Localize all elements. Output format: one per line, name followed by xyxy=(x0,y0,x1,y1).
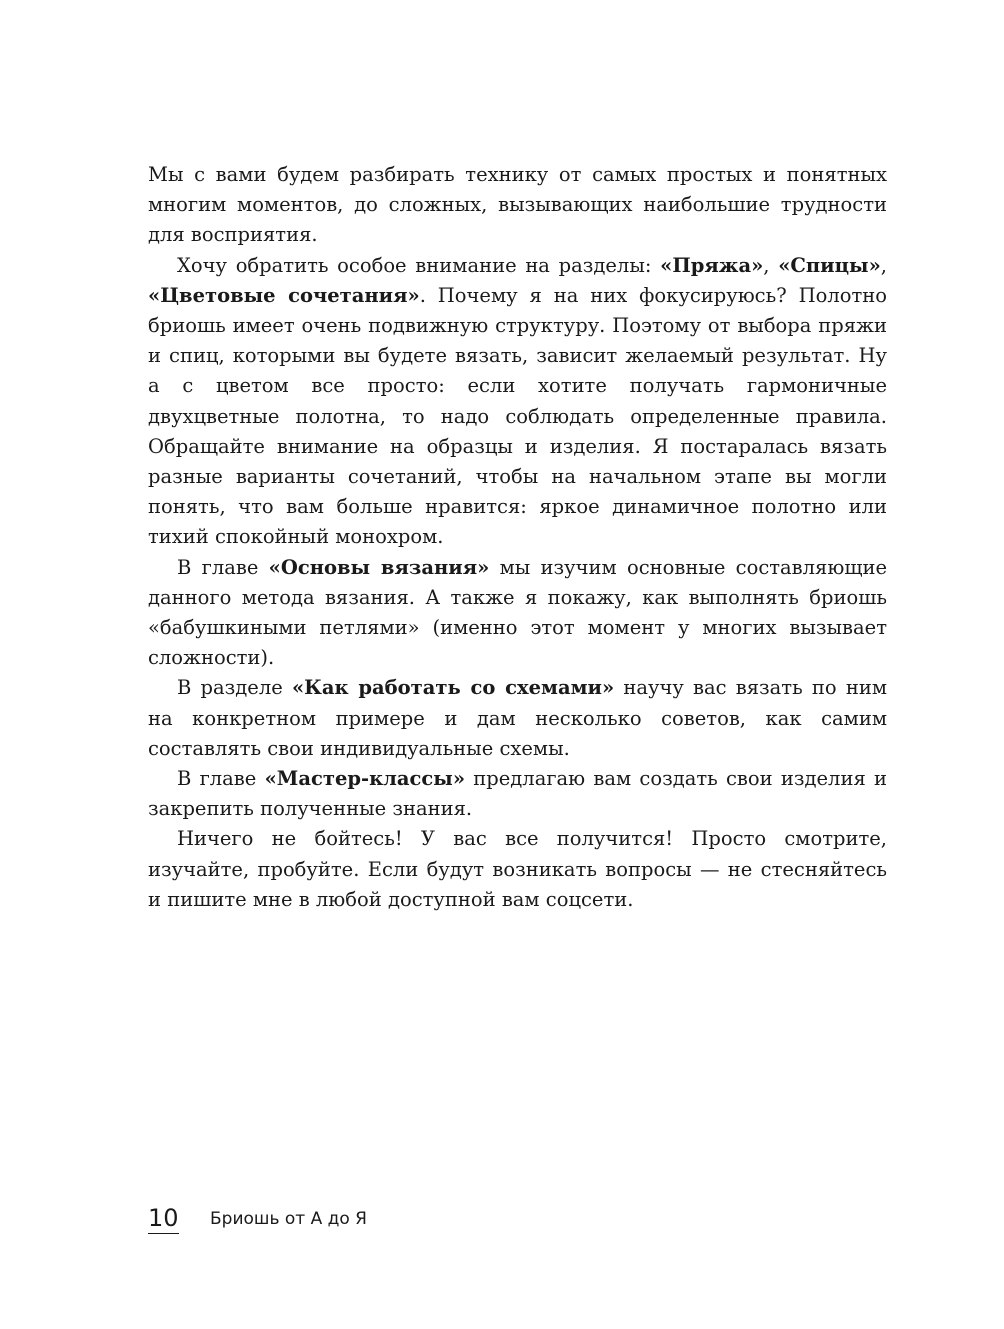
paragraph-5-text: В главе xyxy=(177,767,265,791)
paragraph-1-text: Мы с вами будем разбирать технику от самых простых и понятных многим моментов, до сложных, вызывающих наибольшие трудности для восприятия. xyxy=(148,163,887,247)
paragraph-5 xyxy=(148,764,887,824)
paragraph-4-text: В разделе xyxy=(177,676,292,700)
section-name-yarn: «Пряжа» xyxy=(660,253,764,277)
paragraph-2-text: . Почему я на них фокусируюсь? Полотно бриошь имеет очень подвижную структуру. Поэтому от выбора пряжи и спиц, которыми вы будете вязать, зависит желаемый результат. Ну а с цветом все просто: если хотите получать гармоничные двухцветные полотна, то надо соблюдать определенные правила. Обращайте внимание на образцы и изделия. Я постаралась вязать разные варианты сочетаний, чтобы на начальном этапе вы могли понять, что вам больше нравится: яркое динамичное полотно или тихий спокойный монохром. xyxy=(148,283,887,549)
separator: , xyxy=(880,253,887,277)
paragraph-1 xyxy=(148,160,887,251)
paragraph-4-text: научу вас вязать по ним на конкретном примере и дам несколько советов, как самим составлять свои индивидуальные схемы. xyxy=(148,676,887,760)
paragraph-3 xyxy=(148,553,887,674)
paragraph-2-text: Хочу обратить особое внимание на разделы: xyxy=(177,253,661,277)
paragraph-3-text: В главе xyxy=(177,555,269,579)
running-title: Бриошь от А до Я xyxy=(210,1209,367,1229)
paragraph-5-text: предлагаю вам создать свои изделия и закрепить полученные знания. xyxy=(148,767,887,821)
section-name-knitting-basics: «Основы вязания» xyxy=(268,555,490,579)
section-name-charts: «Как работать со схемами» xyxy=(291,676,615,700)
paragraph-6-text: Ничего не бойтесь! У вас все получится! Просто смотрите, изучайте, пробуйте. Если будут возникать вопросы — не стесняйтесь и пишите мне в любой доступной вам соцсети. xyxy=(148,827,887,911)
paragraph-2 xyxy=(148,251,887,553)
paragraph-6 xyxy=(148,824,887,915)
section-name-needles: «Спицы» xyxy=(778,253,881,277)
paragraph-3-text: мы изучим основные составляющие данного метода вязания. А также я покажу, как выполнять бриошь «бабушкиными петлями» (именно этот момент у многих вызывает сложности). xyxy=(148,555,887,670)
paragraph-4 xyxy=(148,673,887,764)
section-name-color-combinations: «Цветовые сочетания» xyxy=(148,283,420,307)
separator: , xyxy=(763,253,779,277)
section-name-master-classes: «Мастер-классы» xyxy=(264,767,466,791)
page-number: 10 xyxy=(148,1204,179,1232)
body-text xyxy=(148,160,887,915)
